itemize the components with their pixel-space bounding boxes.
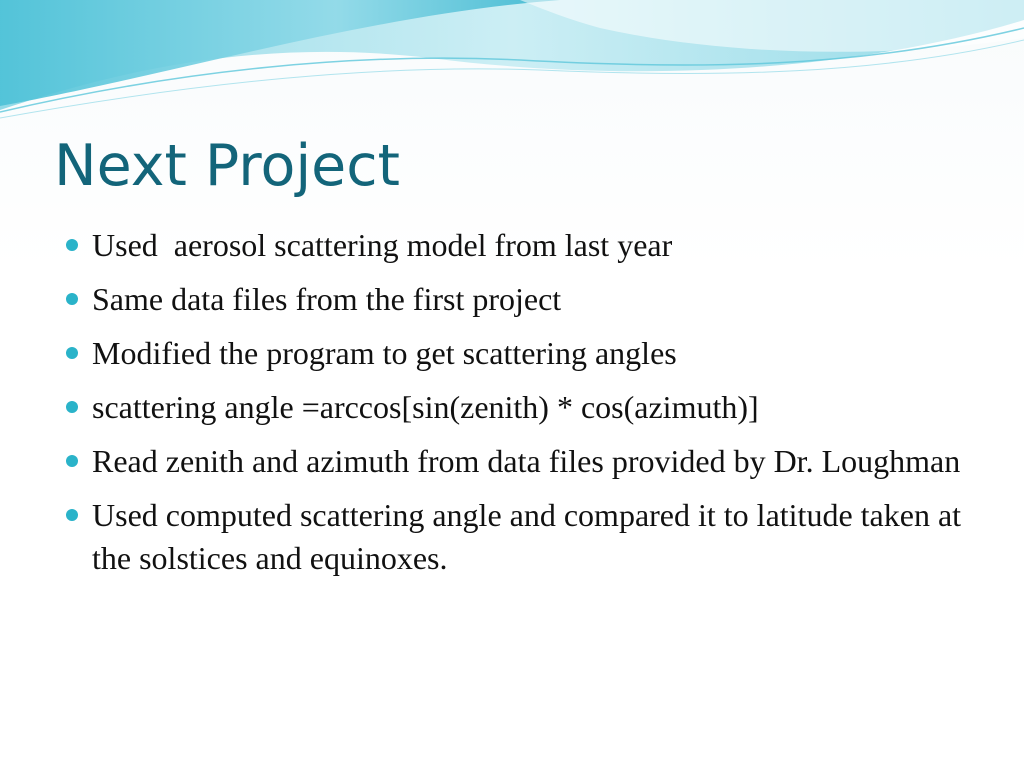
bullet-dot-icon xyxy=(66,293,78,305)
bullet-text: Used computed scattering angle and compared it to latitude taken at the solstices and equinoxes. xyxy=(92,497,970,576)
bullet-text: Used aerosol scattering model from last year xyxy=(92,227,673,263)
bullet-item xyxy=(62,278,962,321)
slide-title: Next Project xyxy=(54,133,400,199)
bullet-dot-icon xyxy=(66,455,78,467)
bullet-item xyxy=(62,494,970,580)
bullet-list xyxy=(62,224,970,591)
bullet-text: Read zenith and azimuth from data files provided by Dr. Loughman xyxy=(92,443,961,479)
bullet-item xyxy=(62,386,962,429)
bullet-text: Same data files from the first project xyxy=(92,281,562,317)
bullet-dot-icon xyxy=(66,347,78,359)
bullet-dot-icon xyxy=(66,401,78,413)
bullet-item xyxy=(62,440,962,483)
bullet-item xyxy=(62,332,962,375)
bullet-dot-icon xyxy=(66,239,78,251)
bullet-item xyxy=(62,224,962,267)
bullet-text: scattering angle =arccos[sin(zenith) * cos(azimuth)] xyxy=(92,389,759,425)
bullet-text: Modified the program to get scattering angles xyxy=(92,335,677,371)
bullet-dot-icon xyxy=(66,509,78,521)
header-wave-decoration xyxy=(0,0,1024,130)
